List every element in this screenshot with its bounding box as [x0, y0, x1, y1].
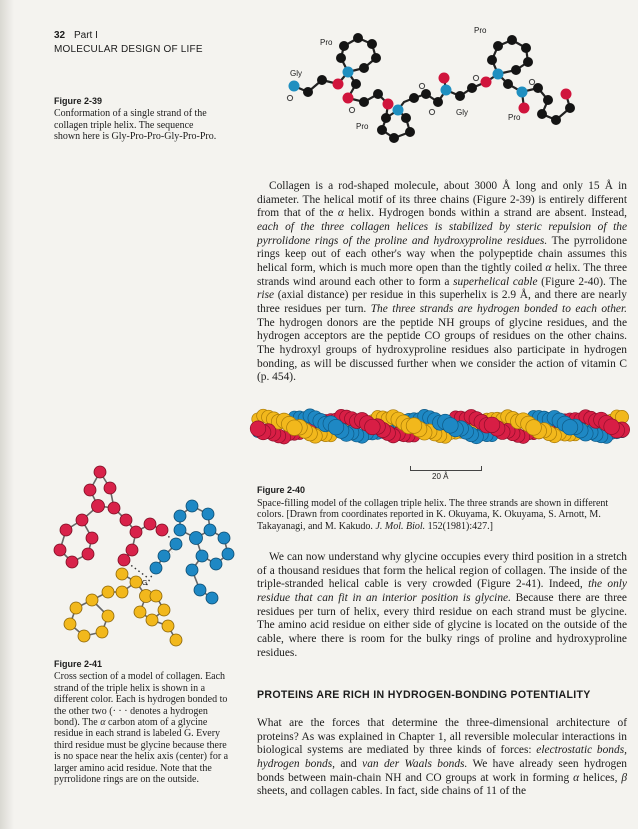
part-label: Part I	[74, 30, 98, 41]
paragraph-2	[257, 551, 627, 660]
figure-2-39-caption-block	[54, 96, 219, 143]
figure-2-40-helix	[254, 400, 634, 456]
text-run: The pyrrolidone rings keep out of each other's way when the polypeptide chain assumes this helical form, which is much more open than the tightly coiled	[257, 234, 627, 274]
text-run: Collagen is a rod-shaped molecule, about 3000 Å long and only 15 Å in diameter. The helical motif of its three chains (Figure 2-39) is entirely different from that of the	[257, 180, 627, 220]
text-run: helices,	[579, 771, 622, 784]
italic-run: β	[621, 771, 627, 784]
section-heading: PROTEINS ARE RICH IN HYDROGEN-BONDING POTENTIALITY	[257, 689, 591, 701]
residue-label: Pro	[356, 122, 369, 131]
text-run: Because there are three residues per turn of helix, every third residue on each strand must be glycine. The amino acid residue on either side of glycine is located on the outside of the cable, where there is room for the bulky rings of proline and hydroxyproline residues.	[257, 591, 627, 659]
figure-2-41-caption-block	[54, 659, 234, 785]
helix-atom	[484, 417, 500, 433]
text-run: and	[335, 757, 363, 770]
italic-run: each of the three collagen helices is stabilized by steric repulsion of the pyrrolidone rings of the proline and hydroxyproline residues.	[257, 220, 627, 247]
text-run: We can now understand why glycine occupies every third position in a stretch of a thousand residues that form the helical region of collagen. The inside of the triple-stranded helical cable is very crowded (Figure 2-41). Indeed,	[257, 551, 627, 591]
helix-atom	[562, 419, 578, 435]
residue-label: Pro	[474, 26, 487, 35]
figure-2-41-cross-section	[52, 458, 252, 658]
paragraph-1	[257, 180, 627, 385]
residue-label: Pro	[320, 38, 333, 47]
page-number: 32	[54, 30, 66, 41]
residue-label: Pro	[508, 113, 521, 122]
helix-atom	[328, 419, 344, 435]
text-run: What are the forces that determine the three-dimensional architecture of proteins? As was explained in Chapter 1, all reversible molecular interactions in biological systems are mediated by three kinds of forces:	[257, 717, 627, 757]
text-run: (Figure 2-40). The	[537, 275, 627, 288]
italic-run: α	[545, 261, 552, 274]
figure-2-40-caption	[257, 498, 608, 532]
paragraph-2-text	[257, 551, 627, 659]
helix-atom	[443, 418, 459, 434]
text-run: helix. The three strands wind around each other to form a	[257, 261, 628, 288]
paragraph-3-text	[257, 717, 627, 797]
helix-atom	[406, 418, 422, 434]
italic-run: J. Mol. Biol.	[375, 520, 426, 532]
text-run: sheets, and collagen cables. In fact, side chains of 11 of the	[257, 785, 527, 798]
chapter-title: MOLECULAR DESIGN OF LIFE	[54, 44, 203, 55]
italic-run: the only residue that can fit in an interior position is glycine.	[257, 578, 627, 604]
paragraph-3	[257, 717, 627, 799]
figure-2-41-caption	[54, 671, 228, 785]
text-run: Space-filling model of the collagen triple helix. The three strands are shown in different colors. [Drawn from coordinates reported in K. Okuyama, K. Okuyama, S. Arnott, M. Takayanagi, and M. Kakudo.	[257, 497, 609, 532]
text-run: The hydrogen donors are the peptide NH groups of glycine residues, and the hydrogen acceptors are the peptide CO groups of residues on the other chains. The hydroxyl groups of hydroxyproline residues also participate in hydrogen bonding, as will be discussed further when we consider the action of vitamin C (p. 454).	[257, 316, 627, 384]
residue-label: Gly	[290, 69, 302, 78]
italic-run: α	[100, 717, 106, 729]
text-run: We have already seen hydrogen bonds between main-chain NH and CO groups at work in forming	[257, 757, 627, 784]
italic-run: van der Waals bonds.	[362, 757, 468, 770]
italic-run: The three strands are hydrogen bonded to each other.	[370, 302, 627, 315]
scale-bar	[410, 466, 482, 471]
text-run: carbon atom of a glycine residue in each strand is labeled G. Every third residue must be glycine because there is no space near the helix axis (center) for a larger amino acid residue. Note that the pyrrolidone rings are on the outside.	[54, 717, 229, 786]
figure-2-40-caption-block	[257, 485, 627, 532]
italic-run: α	[337, 207, 344, 220]
italic-run: electrostatic bonds, hydrogen bonds,	[257, 744, 627, 770]
scale-label: 20 Å	[432, 472, 449, 481]
figure-2-39-label: Figure 2-39	[54, 96, 103, 106]
glycine-marker: G	[142, 580, 148, 587]
helix-atom	[365, 419, 381, 435]
helix-atom	[287, 420, 303, 436]
figure-2-39-molecule	[286, 18, 586, 148]
italic-run: superhelical cable	[453, 275, 538, 288]
figure-2-40-label: Figure 2-40	[257, 485, 306, 495]
italic-run: α	[573, 771, 580, 784]
italic-run: rise	[257, 289, 275, 302]
helix-atom	[250, 421, 266, 437]
paragraph-1-text	[257, 180, 627, 383]
helix-atom	[604, 419, 620, 435]
text-run: (axial distance) per residue in this superhelix is 2.9 Å, and there are nearly three residues per turn.	[257, 289, 627, 315]
text-run: Cross section of a model of collagen. Each strand of the triple helix is shown in a different color. Each is hydrogen bonded to the other two (· · · denotes a hydrogen bond). The	[54, 671, 228, 729]
figure-2-39-caption: Conformation of a single strand of the collagen triple helix. The sequence shown here is Gly-Pro-Pro-Gly-Pro-Pro.	[54, 108, 217, 143]
text-run: helix. Hydrogen bonds within a strand are absent. Instead,	[343, 207, 627, 220]
text-run: 152(1981):427.]	[425, 520, 493, 532]
page-gutter	[0, 0, 14, 829]
figure-2-41-label: Figure 2-41	[54, 659, 103, 669]
helix-atom	[526, 420, 542, 436]
residue-label: Gly	[456, 108, 468, 117]
